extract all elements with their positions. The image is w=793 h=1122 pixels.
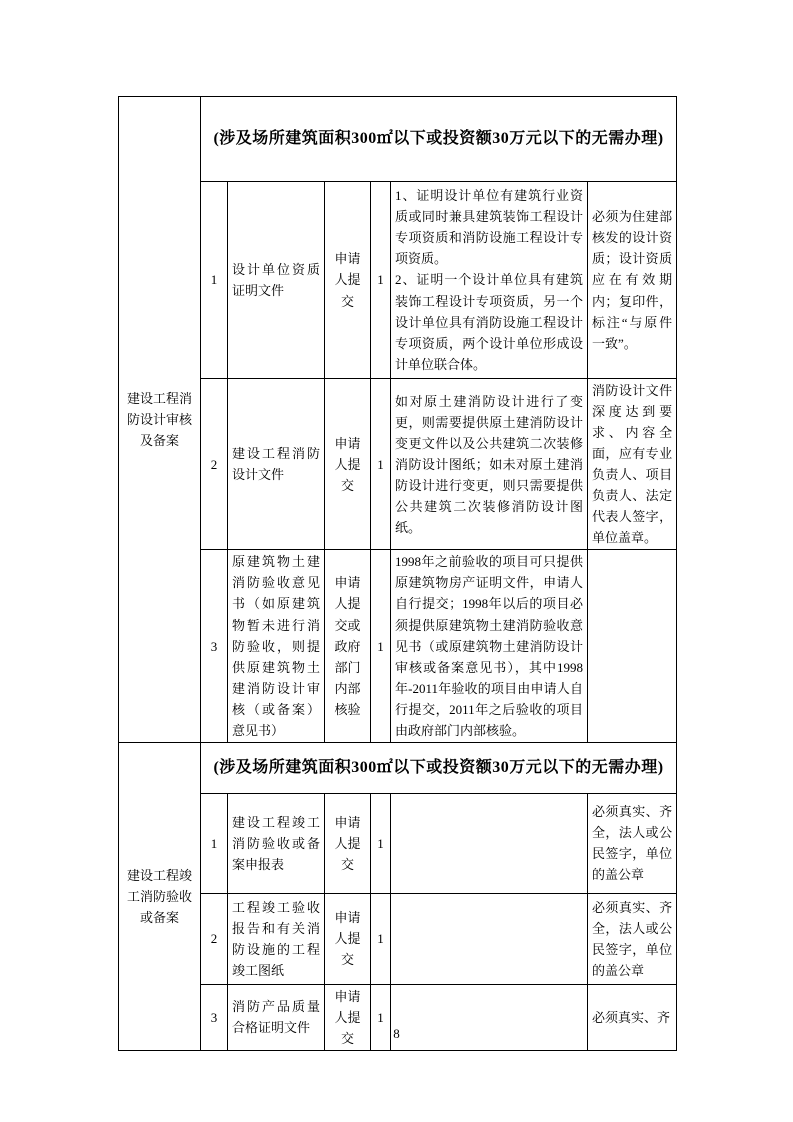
material-name: 工程竣工验收报告和有关消防设施的工程竣工图纸 [228, 893, 325, 984]
category-cell-design-review: 建设工程消防设计审核及备案 [119, 97, 201, 743]
row-number: 2 [201, 379, 228, 550]
copy-count: 1 [371, 182, 391, 379]
requirement: 必须为住建部核发的设计资质；设计资质应在有效期内；复印件，标注“与原件一致”。 [588, 182, 677, 379]
exemption-note-1: (涉及场所建筑面积300㎡以下或投资额30万元以下的无需办理) [201, 97, 677, 182]
requirement [588, 550, 677, 742]
submitter: 申请人提交 [325, 379, 371, 550]
description: 如对原土建消防设计进行了变更，则需要提供原土建消防设计变更文件以及公共建筑二次装修消防设计图纸；如未对原土建消防设计进行变更，则只需要提供公共建筑二次装修消防设计图纸。 [391, 379, 588, 550]
page-number: 8 [393, 1026, 400, 1041]
exemption-note-2: (涉及场所建筑面积300㎡以下或投资额30万元以下的无需办理) [201, 742, 677, 793]
material-name: 建设工程消防设计文件 [228, 379, 325, 550]
material-name: 设计单位资质证明文件 [228, 182, 325, 379]
row-number: 1 [201, 182, 228, 379]
submitter: 申请人提交 [325, 893, 371, 984]
material-name: 建设工程竣工消防验收或备案申报表 [228, 793, 325, 893]
description: 1998年之前验收的项目可只提供原建筑物房产证明文件，申请人自行提交；1998年以后的项目必须提供原建筑物土建消防验收意见书（或原建筑物土建消防设计审核或备案意见书），其中1998年-2011年验收的项目由申请人自行提交，2011年之后验收的项目由政府部门内部核验。 [391, 550, 588, 742]
approval-materials-table [118, 96, 677, 1051]
copy-count: 1 [371, 379, 391, 550]
requirement: 必须真实、齐 [588, 984, 677, 1050]
description [391, 893, 588, 984]
copy-count: 1 [371, 793, 391, 893]
description [391, 793, 588, 893]
row-number: 1 [201, 793, 228, 893]
category-cell-completion-acceptance: 建设工程竣工消防验收或备案 [119, 742, 201, 1050]
copy-count: 1 [371, 893, 391, 984]
copy-count: 1 [371, 984, 391, 1050]
row-number: 3 [201, 984, 228, 1050]
submitter: 申请人提交 [325, 182, 371, 379]
description-paragraph: 1、证明设计单位有建筑行业资质或同时兼具建筑装饰工程设计专项资质和消防设施工程设计专项资质。 [395, 188, 583, 267]
submitter: 申请人提交 [325, 984, 371, 1050]
requirement: 必须真实、齐全，法人或公民签字，单位的盖公章 [588, 793, 677, 893]
material-name: 消防产品质量合格证明文件 [228, 984, 325, 1050]
copy-count: 1 [371, 550, 391, 742]
row-number: 3 [201, 550, 228, 742]
submitter: 申请人提交 [325, 793, 371, 893]
requirement: 必须真实、齐全，法人或公民签字，单位的盖公章 [588, 893, 677, 984]
description [391, 182, 588, 379]
row-number: 2 [201, 893, 228, 984]
description-paragraph: 2、证明一个设计单位具有建筑装饰工程设计专项资质，另一个设计单位具有消防设施工程设计专项资质，两个设计单位形成设计单位联合体。 [395, 272, 583, 372]
material-name: 原建筑物土建消防验收意见书（如原建筑物暂未进行消防验收，则提供原建筑物土建消防设计审核（或备案）意见书） [228, 550, 325, 742]
requirement: 消防设计文件深度达到要求、内容全面，应有专业负责人、项目负责人、法定代表人签字，单位盖章。 [588, 379, 677, 550]
submitter: 申请人提交或政府部门内部核验 [325, 550, 371, 742]
